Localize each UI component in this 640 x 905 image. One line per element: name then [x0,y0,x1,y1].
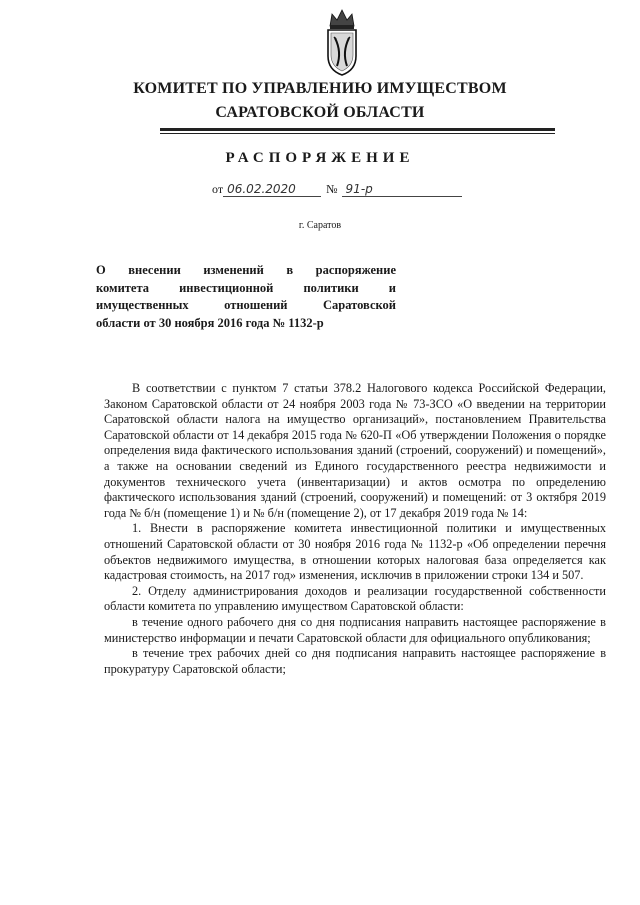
organization-name-line-2: САРАТОВСКОЙ ОБЛАСТИ [215,104,425,121]
document-subject [96,262,396,332]
preamble-paragraph: В соответствии с пунктом 7 статьи 378.2 Налогового кодекса Российской Федерации, Законом Саратовской области от 24 ноября 2003 года № 73-ЗСО «О введении на территории Саратовской области налога на имущество организаций», постановлением Правительства Саратовской области от 14 декабря 2015 года № 620-П «Об утверждении Положения о порядке определения вида фактического использования зданий (строений, сооружений) и помещений», а также на основании сведений из Единого государственного реестра недвижимости и документов технического учета (инвентаризации) и актов осмотра по определению фактического использования зданий (строений, сооружений) и помещений: от 3 октября 2019 года № б/н (помещение 1) и № б/н (помещение 2), от 17 декабря 2019 года № 14: [104,381,606,520]
header-divider-thin [160,133,555,134]
document-type-title: РАСПОРЯЖЕНИЕ [225,150,415,166]
subject-line: комитета инвестиционной политики и [96,280,396,295]
document-body [104,381,606,677]
header-divider-thick [160,128,555,131]
subject-line: имущественных отношений Саратовской [96,298,396,312]
document-date: 06.02.2020 [223,183,321,197]
clause-2-item-paragraph: в течение одного рабочего дня со дня подписания направить настоящее распоряжение в министерство информации и печати Саратовской области для официального опубликования; [104,614,606,645]
date-prefix: от [212,182,224,196]
city-of-issue: г. Саратов [298,220,342,231]
subject-line: области от 30 ноября 2016 года № 1132-р [96,315,324,330]
clause-2-paragraph: 2. Отделу администрирования доходов и реализации государственной собственности области комитета по управлению имуществом Саратовской области: [104,583,606,614]
subject-line: О внесении изменений в распоряжение [96,263,396,277]
organization-name-line-1: КОМИТЕТ ПО УПРАВЛЕНИЮ ИМУЩЕСТВОМ [133,80,507,97]
clause-2-item-paragraph: в течение трех рабочих дней со дня подписания направить настоящее распоряжение в прокуратуру Саратовской области; [104,646,606,676]
document-number: 91-р [342,183,462,197]
clause-1-paragraph: 1. Внести в распоряжение комитета инвестиционной политики и имущественных отношений Саратовской области от 30 ноября 2016 года № 1132-р «Об определении перечня объектов недвижимого имущества, в отношении которых налоговая база определяется как кадастровая стоимость, на 2017 год» изменения, исключив в приложении строки 134 и 507. [104,521,606,583]
coat-of-arms-emblem [322,8,362,78]
date-number-line [212,182,462,197]
number-label: № [326,182,338,196]
